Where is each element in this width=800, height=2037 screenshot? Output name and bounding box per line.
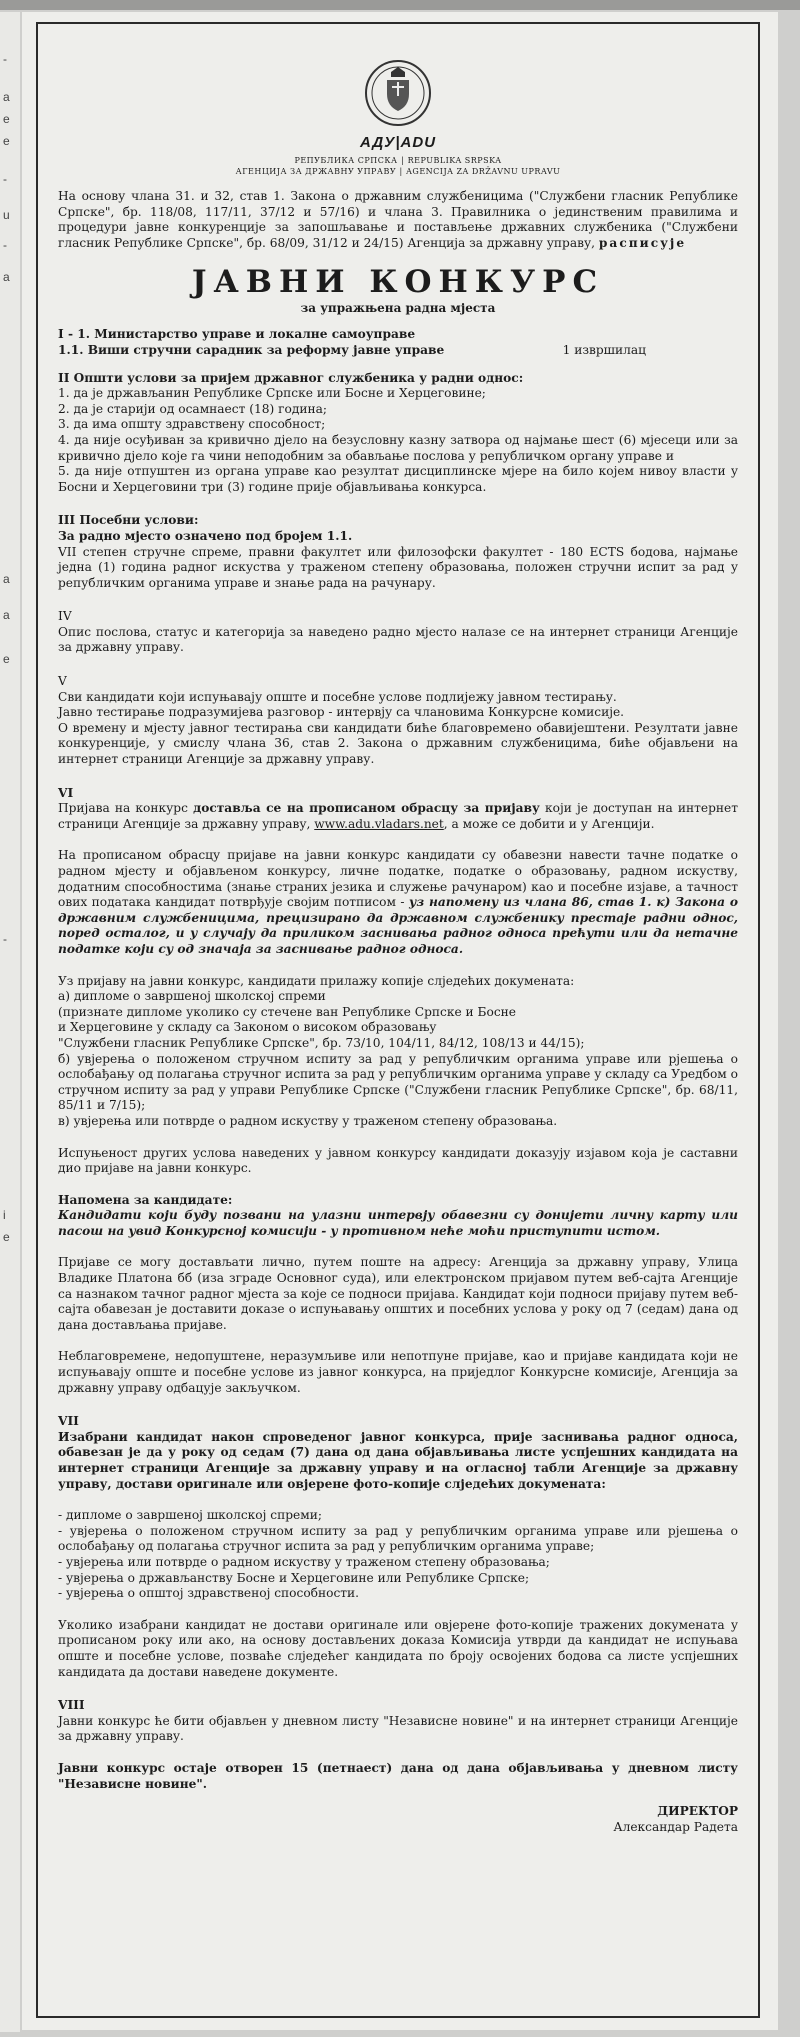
document-item: а) дипломе о завршеној школској спреми bbox=[58, 989, 326, 1004]
other-conditions: Испуњеност других услова наведених у јавном конкурсу кандидати доказују изјавом која је саставни дио пријаве на јавни конкурс. bbox=[58, 1145, 738, 1176]
section-4-text: Опис послова, статус и категорија за наведено радно мјесто налазе се на интернет страници Агенције за државну управу. bbox=[58, 624, 738, 655]
section-1 bbox=[58, 327, 738, 358]
agency-website-link[interactable]: www.adu.vladars.net bbox=[314, 816, 444, 831]
required-original-item: - увјерења о положеном стручном испиту за рад у републичким органима управе или рјешења о ослобађању од полагања стручног испита за рад у републичким органима управе; bbox=[58, 1523, 738, 1554]
special-conditions-text: VII степен стручне спреме, правни факултет или филозофски факултет - 180 ECTS бодова, најмање једна (1) година радног искуства у траженом степену образовања, положен стручни испит за рад у републичким органима управе и знање рада на рачунару. bbox=[58, 544, 738, 590]
section-5-line: Јавно тестирање подразумијева разговор - интервју са члановима Конкурсне комисије. bbox=[58, 705, 625, 720]
agency-name-cyrillic-line2: АГЕНЦИЈА ЗА ДРЖАВНУ УПРАВУ bbox=[235, 167, 397, 176]
margin-letter: e bbox=[3, 1230, 10, 1244]
margin-letter: u bbox=[3, 208, 10, 222]
signature-block bbox=[58, 1804, 738, 1835]
section-3-subheading: За радно мјесто означено под бројем 1.1. bbox=[58, 528, 353, 543]
intro-keyword: расписује bbox=[598, 235, 687, 250]
section-8-heading: VIII bbox=[58, 1698, 85, 1713]
section-8 bbox=[58, 1698, 738, 1792]
application-text-bold: доставља се на прописаном обрасцу за пријаву bbox=[193, 801, 540, 816]
section-4-heading: IV bbox=[58, 609, 72, 624]
rejected-paragraph: Неблаговремене, недопуштене, неразумљиве или непотпуне пријаве, као и пријаве кандидата који не испуњавају опште и посебне услове из јавног конкурса, на приједлог Конкурсне комисије, Агенција за државну управу одбацује закључком. bbox=[58, 1349, 738, 1395]
section-1-heading: I - 1. Министарство управе и локалне самоуправе bbox=[58, 327, 416, 342]
application-text: Пријава на конкурс bbox=[58, 801, 188, 816]
form-text: На прописаном обрасцу пријаве на јавни конкурс кандидати су обавезни навести тачне податке о радном мјесту и објављеном конкурсу, личне податке, податке о образовању, радном искуству, додатним способностима (знање страних језика и служење рачунаром) као и посебне изјаве, а тачност ових података кандидат потврђује својим потписом - bbox=[58, 848, 738, 910]
agency-names: РЕПУБЛИКА СРПСКА | REPUBLIKA SRPSKA АГЕНЦИЈА ЗА ДРЖАВНУ УПРАВУ | AGENCIJA ZA DRŽAVNU UPRAVU bbox=[235, 156, 561, 176]
section-7 bbox=[58, 1414, 738, 1680]
open-period-text: Јавни конкурс остаје отворен 15 (петнаест) дана од дана објављивања у дневном листу "Независне новине". bbox=[58, 1760, 738, 1791]
margin-letter: - bbox=[3, 52, 7, 66]
position-row bbox=[58, 343, 738, 359]
signature-name: Александар Радета bbox=[613, 1819, 738, 1834]
document-subtitle: за упражњена радна мјеста bbox=[300, 301, 496, 316]
agency-name-cyrillic-line1: РЕПУБЛИКА СРПСКА bbox=[294, 156, 398, 165]
application-paragraph bbox=[58, 801, 738, 832]
intro-paragraph bbox=[58, 189, 738, 251]
margin-letter: a bbox=[3, 90, 10, 104]
section-7-text: Изабрани кандидат након спроведеног јавног конкурса, прије заснивања радног односа, обавезан је да у року од седам (7) дана од дана објављивања листе успјешних кандидата на интернет страници Агенције за државну управу и на огласној табли Агенције за државну управу, достави оригинале или овјерене фото-копије слједећих докумената: bbox=[58, 1429, 738, 1491]
signature-role: ДИРЕКТОР bbox=[657, 1804, 738, 1819]
failure-paragraph: Уколико изабрани кандидат не достави оригинале или овјерене фото-копије тражених докумената у прописаном року или ако, на основу достављених доказа Комисија утврди да кандидат не испуњава опште и посебне услове, позваће слједећег кандидата по броју освојених бодова са листе успјешних кандидата да достави наведене документе. bbox=[58, 1617, 738, 1679]
general-condition-item: 1. да је држављанин Републике Српске или Босне и Херцеговине; bbox=[58, 386, 486, 401]
application-text: који је доступан на интернет страници Агенције за државну управу, bbox=[58, 801, 738, 831]
publication-text: Јавни конкурс ће бити објављен у дневном листу "Независне новине" и на интернет страници Агенције за државну управу. bbox=[58, 1713, 738, 1744]
section-5-line: О времену и мјесту јавног тестирања сви кандидати биће благовремено обавијештени. Резултати јавне конкуренције, у смислу члана 36, став 2. Закона о државним службеницима, биће објављени на интернет страници Агенције за државну управу. bbox=[58, 720, 738, 767]
document-item: и Херцеговине у складу са Законом о високом образовању bbox=[58, 1020, 437, 1035]
document-item: "Службени гласник Републике Српске", бр. 73/10, 104/11, 84/12, 108/13 и 44/15); bbox=[58, 1035, 585, 1050]
note-heading: Напомена за кандидате: bbox=[58, 1192, 233, 1207]
agency-name-latin-line2: AGENCIJA ZA DRŽAVNU UPRAVU bbox=[406, 167, 561, 176]
margin-letter: a bbox=[3, 572, 10, 586]
margin-letter: a bbox=[3, 608, 10, 622]
announcement-frame bbox=[36, 22, 760, 2018]
margin-letter: - bbox=[3, 932, 7, 946]
agency-name-latin-line1: REPUBLIKA SRPSKA bbox=[407, 156, 502, 165]
margin-letter: e bbox=[3, 652, 10, 666]
section-2 bbox=[58, 371, 738, 496]
margin-letter: - bbox=[3, 238, 7, 252]
general-condition-item: 3. да има општу здравствену способност; bbox=[58, 417, 326, 432]
position-count: 1 извршилац bbox=[562, 342, 646, 357]
coat-of-arms-icon bbox=[363, 58, 433, 128]
section-4 bbox=[58, 609, 738, 656]
form-text-italic: уз напомену из члана 86, став 1. к) Закона о државним службеницима, прецизирано да државном службенику престаје радни однос, поред осталог, и у случају да приликом заснивања радног односа прећути или да нетачне податке који су од значаја за заснивање радног односа. bbox=[58, 895, 739, 956]
newspaper-page bbox=[22, 12, 778, 2030]
form-paragraph bbox=[58, 848, 738, 957]
section-2-heading: II Општи услови за пријем државног службеника у радни однос: bbox=[58, 370, 524, 385]
general-condition-item: 5. да није отпуштен из органа управе као резултат дисциплинске мјере на било којем нивоу власти у Босни и Херцеговини три (3) године прије објављивања конкурса. bbox=[58, 464, 738, 494]
note-text: Кандидати који буду позвани на улазни интервју обавезни су донијети личну карту или пасош на увид Конкурсној комисији - у противном неће моћи приступити истом. bbox=[58, 1208, 738, 1238]
required-original-item: - увјерења или потврде о радном искуству у траженом степену образовања; bbox=[58, 1554, 550, 1569]
document-title: ЈАВНИ КОНКУРС bbox=[191, 264, 605, 301]
section-3 bbox=[58, 513, 738, 591]
required-original-item: - увјерења о општој здравственој способности. bbox=[58, 1586, 360, 1601]
intro-text: На основу члана 31. и 32, став 1. Закона о државним службеницима ("Службени гласник Републике Српске", бр. 118/08, 117/11, 37/12 и 57/16) и члана 3. Правилника о јединственим правилима и процедури јавне конкуренције за запошљавање и постављење државних службеника ("Службени гласник Републике Српске", бр. 68/09, 31/12 и 24/15) Агенција за државну управу, bbox=[58, 189, 738, 250]
section-7-heading: VII bbox=[58, 1414, 79, 1429]
general-condition-item: 4. да није осуђиван за кривично дјело на безусловну казну затвора од најмање шест (6) мјесеци или за кривично дјело које га чини неподобним за обављање послова у републичком органу управе и bbox=[58, 432, 738, 463]
agency-logo-text: АДУ|ADU bbox=[359, 134, 437, 151]
documents-intro: Уз пријаву на јавни конкурс, кандидати прилажу копије слједећих докумената: bbox=[58, 973, 575, 988]
document-item: (признате дипломе уколико су стечене ван Републике Српске и Босне bbox=[58, 1004, 516, 1019]
section-3-heading: III Посебни услови: bbox=[58, 513, 199, 528]
section-5-heading: V bbox=[58, 674, 67, 689]
required-original-item: - дипломе о завршеној школској спреми; bbox=[58, 1508, 322, 1523]
section-6 bbox=[58, 786, 738, 1397]
top-strip bbox=[0, 0, 800, 10]
general-condition-item: 2. да је старији од осамнаест (18) година; bbox=[58, 401, 327, 416]
application-text: , а може се добити и у Агенцији. bbox=[443, 816, 655, 831]
margin-letter: e bbox=[3, 134, 10, 148]
section-5 bbox=[58, 674, 738, 768]
margin-letter: - bbox=[3, 172, 7, 186]
section-5-line: Сви кандидати који испуњавају опште и посебне услове подлијежу јавном тестирању. bbox=[58, 689, 617, 704]
section-6-heading: VI bbox=[58, 785, 74, 800]
required-original-item: - увјерења о држављанству Босне и Херцеговине или Републике Српске; bbox=[58, 1570, 530, 1585]
delivery-paragraph: Пријаве се могу достављати лично, путем поште на адресу: Агенција за државну управу, Улица Владике Платона бб (иза зграде Основног суда), или електронском пријавом путем веб-сајта Агенције са назнаком тачног радног мјеста за које се подноси пријава. Кандидат који подноси пријаву путем веб-сајта обавезан је доставити доказе о испуњавању општих и посебних услова у року од 7 (седам) дана од дана достављања пријаве. bbox=[58, 1255, 738, 1332]
margin-letter: a bbox=[3, 270, 10, 284]
agency-header bbox=[58, 58, 738, 177]
adjacent-column-fragment bbox=[0, 12, 20, 2032]
position-title: 1.1. Виши стручни сарадник за реформу јавне управе bbox=[58, 342, 445, 357]
document-item: в) увјерења или потврде о радном искуству у траженом степену образовања. bbox=[58, 1113, 558, 1128]
margin-letter: e bbox=[3, 112, 10, 126]
margin-letter: i bbox=[3, 1208, 6, 1222]
document-item: б) увјерења о положеном стручном испиту за рад у републичким органима управе или рјешења о ослобађању од полагања стручног испита за рад у републичким органима управе у складу са Уредбом о стручном испиту за рад у управи Републике Српске ("Службени гласник Републике Српске", бр. 68/11, 85/11 и 7/15); bbox=[58, 1051, 738, 1113]
